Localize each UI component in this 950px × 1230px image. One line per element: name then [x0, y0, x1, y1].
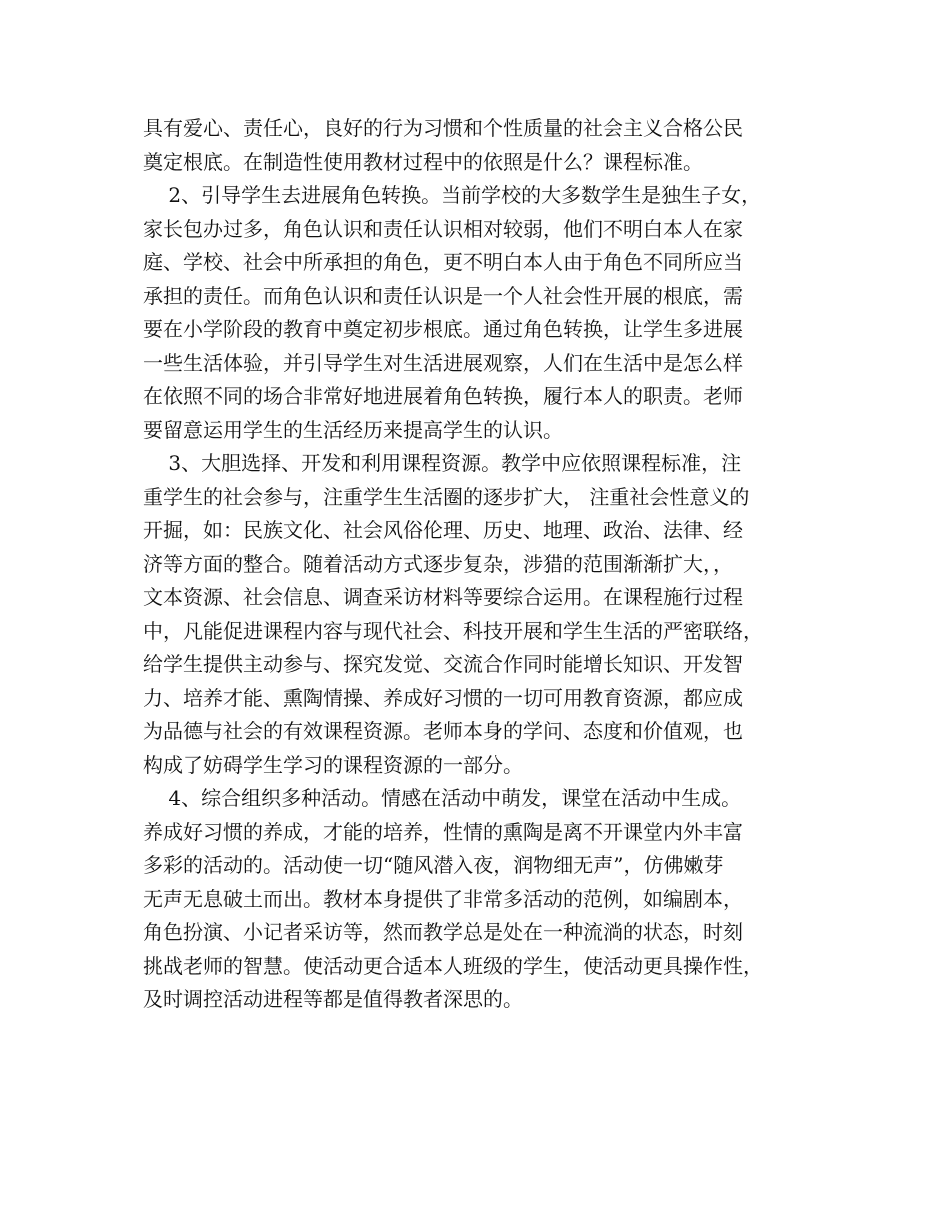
text-line: 及时调控活动进程等都是值得教者深思的。	[143, 987, 523, 1011]
text-line: 无声无息破土而出。教材本身提供了非常多活动的范例，如编剧本，	[143, 886, 743, 911]
text-line: 角色扮演、小记者采访等，然而教学总是处在一种流淌的状态，时刻	[143, 920, 743, 944]
text-line: 文本资源、社会信息、调查采访材料等要综合运用。在课程施行过程	[143, 585, 743, 609]
body-text	[143, 112, 833, 1017]
text-line: 在依照不同的场合非常好地进展着角色转换，履行本人的职责。老师	[143, 384, 743, 408]
text-line: 庭、学校、社会中所承担的角色，更不明白本人由于角色不同所应当	[143, 250, 743, 274]
text-line: 具有爱心、责任心，良好的行为习惯和个性质量的社会主义合格公民	[143, 116, 743, 140]
text-line: 开掘，如：民族文化、社会风俗伦理、历史、地理、政治、法律、经	[143, 518, 743, 542]
text-line: 要在小学阶段的教育中奠定初步根底。通过角色转换，让学生多进展	[143, 317, 743, 341]
text-line: 要留意运用学生的生活经历来提高学生的认识。	[143, 417, 563, 442]
text-line: 济等方面的整合。随着活动方式逐步复杂，涉猎的范围渐渐扩大，，	[143, 551, 733, 576]
text-line: 4、综合组织多种活动。情感在活动中萌发，课堂在活动中生成。	[143, 786, 742, 810]
text-line: 重学生的社会参与，注重学生生活圈的逐步扩大， 注重社会性意义的	[143, 484, 750, 509]
text-line: 一些生活体验，并引导学生对生活进展观察，人们在生活中是怎么样	[143, 350, 743, 375]
text-line: 3、大胆选择、开发和利用课程资源。教学中应依照课程标准，注	[143, 451, 742, 475]
text-line: 奠定根底。在制造性使用教材过程中的依照是什么？课程标准。	[143, 149, 703, 174]
text-line: 养成好习惯的养成，才能的培养，性情的熏陶是离不开课堂内外丰富	[143, 819, 743, 844]
text-line: 构成了妨碍学生学习的课程资源的一部分。	[143, 752, 523, 777]
text-line: 多彩的活动的。活动使一切“随风潜入夜，润物细无声”，仿佛嫩芽	[143, 853, 724, 877]
text-line: 承担的责任。而角色认识和责任认识是一个人社会性开展的根底，需	[143, 283, 743, 308]
text-line: 挑战老师的智慧。使活动更合适本人班级的学生，使活动更具操作性，	[143, 953, 763, 978]
text-line: 为品德与社会的有效课程资源。老师本身的学问、态度和价值观，也	[143, 719, 743, 743]
text-line: 给学生提供主动参与、探究发觉、交流合作同时能增长知识、开发智	[143, 652, 743, 676]
text-line: 力、培养才能、熏陶情操、养成好习惯的一切可用教育资源，都应成	[143, 685, 743, 710]
text-line: 2、引导学生去进展角色转换。当前学校的大多数学生是独生子女，	[143, 183, 762, 207]
text-line: 中，凡能促进课程内容与现代社会、科技开展和学生生活的严密联络，	[143, 618, 763, 643]
text-line: 家长包办过多，角色认识和责任认识相对较弱，他们不明白本人在家	[143, 216, 743, 241]
